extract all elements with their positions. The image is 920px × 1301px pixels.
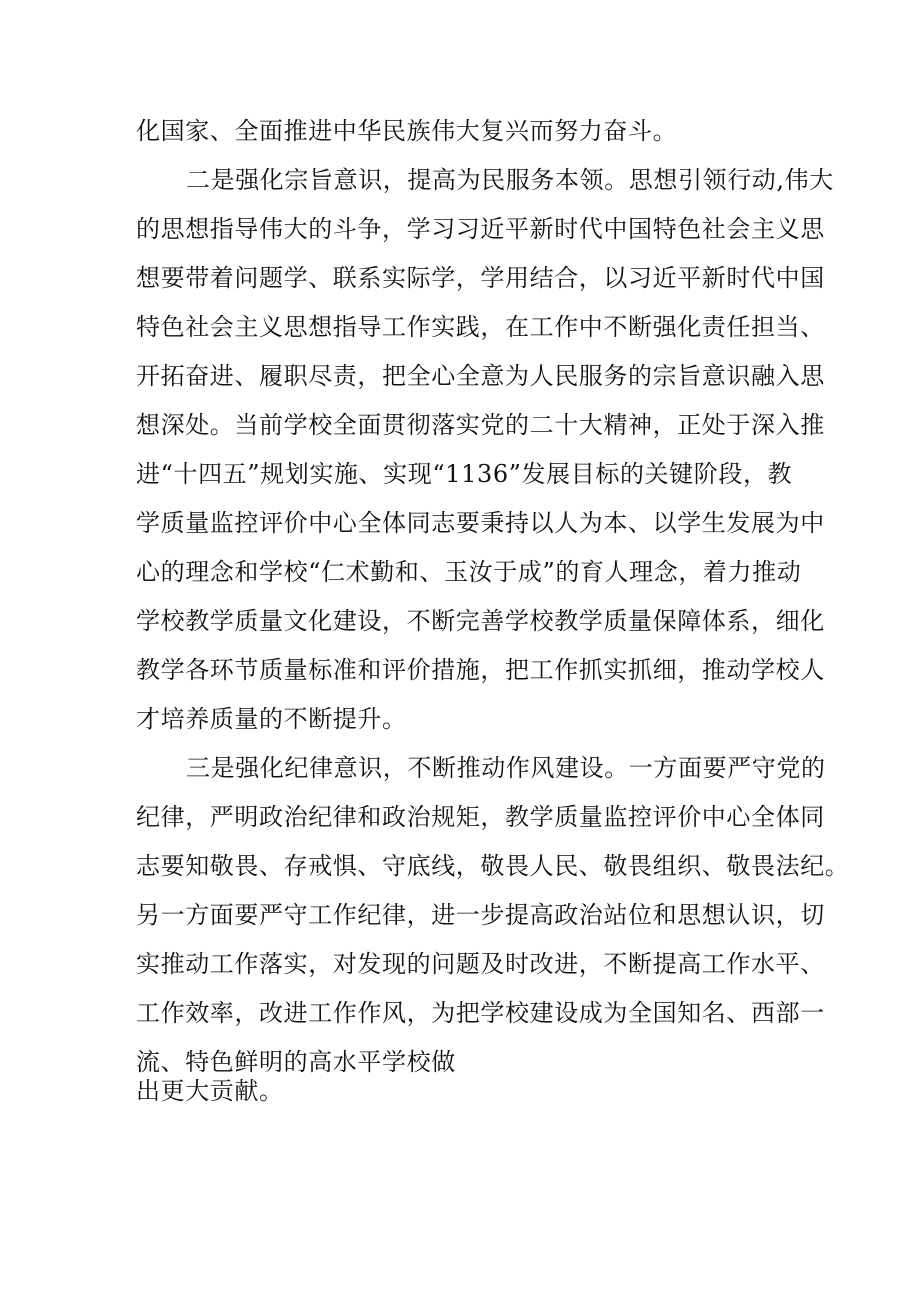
text-line: 学校教学质量文化建设，不断完善学校教学质量保障体系，细化: [136, 607, 825, 635]
paragraph-start-line: 三是强化纪律意识，不断推动作风建设。一方面要严守党的: [186, 754, 826, 782]
text-line: 进“十四五”规划实施、实现“1136”发展目标的关键阶段，教: [136, 460, 793, 488]
text-line: 的思想指导伟大的斗争，学习习近平新时代中国特色社会主义思: [136, 215, 825, 243]
text-line: 出更大贡献。: [136, 1077, 284, 1105]
text-line: 教学各环节质量标准和评价措施，把工作抓实抓细，推动学校人: [136, 656, 825, 684]
text-line: 工作效率，改进工作作风，为把学校建设成为全国知名、西部一: [136, 999, 825, 1027]
text-line: 另一方面要严守工作纪律，进一步提高政治站位和思想认识，切: [136, 901, 825, 929]
text-line: 心的理念和学校“仁术勤和、玉汝于成”的育人理念，着力推动: [136, 558, 802, 586]
text-line: 实推动工作落实，对发现的问题及时改进，不断提高工作水平、: [136, 950, 825, 978]
text-line: 想要带着问题学、联系实际学，学用结合，以习近平新时代中国: [136, 264, 825, 292]
text-line: 学质量监控评价中心全体同志要秉持以人为本、以学生发展为中: [136, 509, 825, 537]
text-line: 流、特色鲜明的高水平学校做: [136, 1048, 456, 1076]
text-line: 才培养质量的不断提升。: [136, 705, 407, 733]
paragraph-start-line: 二是强化宗旨意识，提高为民服务本领。思想引领行动,伟大: [186, 166, 834, 194]
text-line: 化国家、全面推进中华民族伟大复兴而努力奋斗。: [136, 117, 678, 145]
text-line: 开拓奋进、履职尽责，把全心全意为人民服务的宗旨意识融入思: [136, 362, 825, 390]
text-line: 纪律，严明政治纪律和政治规矩，教学质量监控评价中心全体同: [136, 803, 825, 831]
text-line: 想深处。当前学校全面贯彻落实党的二十大精神，正处于深入推: [136, 411, 825, 439]
text-line: 志要知敬畏、存戒惧、守底线，敬畏人民、敬畏组织、敬畏法纪。: [136, 852, 850, 880]
text-line: 特色社会主义思想指导工作实践，在工作中不断强化责任担当、: [136, 313, 825, 341]
